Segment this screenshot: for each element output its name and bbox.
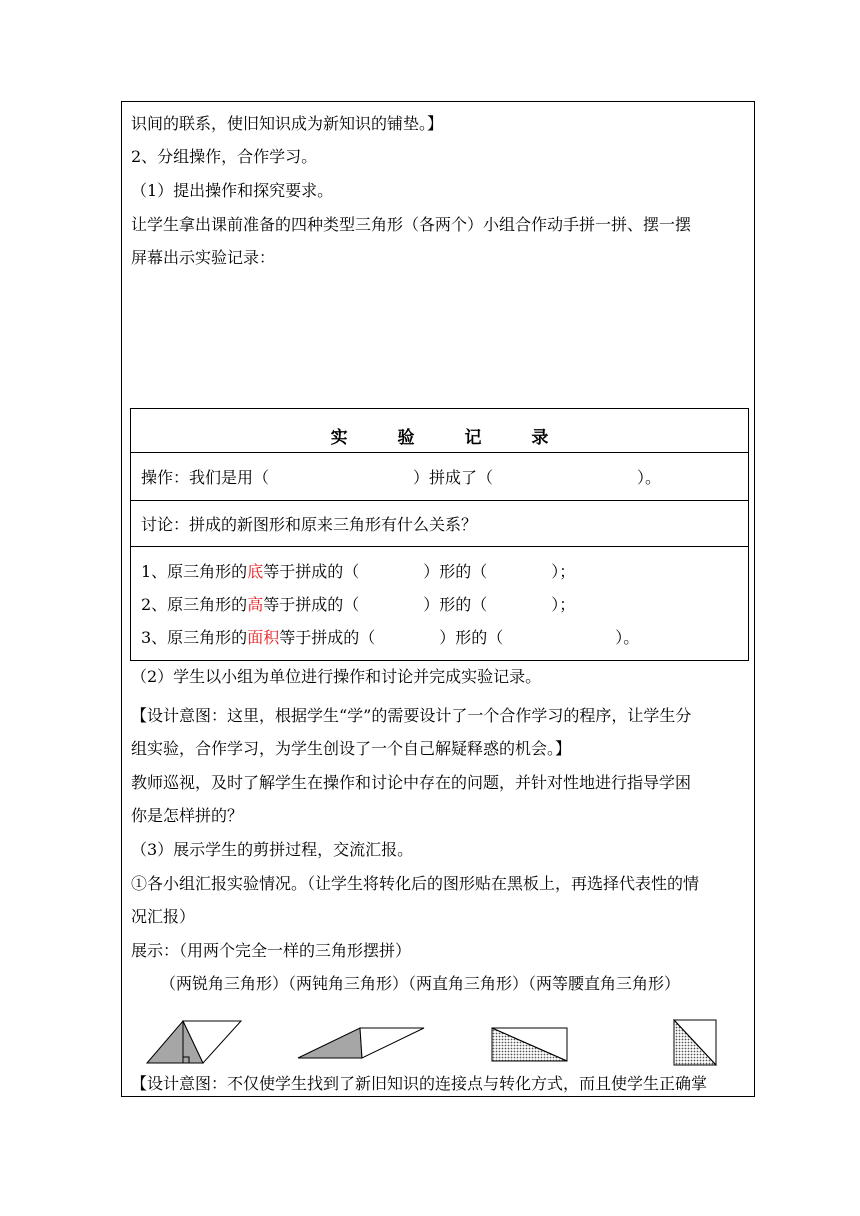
paragraph: 屏幕出示实验记录： <box>131 248 276 267</box>
design-intent: 【设计意图：这里，根据学生“学”的需要设计了一个合作学习的程序，让学生分 <box>131 706 692 725</box>
paragraph: 识间的联系，使旧知识成为新知识的铺垫。】 <box>131 114 444 133</box>
section-heading: 2、分组操作，合作学习。 <box>131 147 318 166</box>
operation-row: 操作：我们是用（ ）拼成了（ ）。 <box>141 468 662 487</box>
keyword-height: 高 <box>247 595 264 614</box>
keyword-area: 面积 <box>247 628 280 647</box>
paragraph: 让学生拿出课前准备的四种类型三角形（各两个）小组合作动手拼一拼、摆一摆 <box>131 215 692 234</box>
design-intent: 组实验，合作学习，为学生创设了一个自己解疑释惑的机会。】 <box>131 739 572 758</box>
relation-item-2: 2、原三角形的高等于拼成的（ ）形的（ ）； <box>141 595 576 614</box>
paragraph: 你是怎样拼的？ <box>131 806 244 825</box>
acute-triangles-parallelogram-icon <box>147 1021 241 1063</box>
figure-captions: （两锐角三角形）（两钝角三角形）（两直角三角形）（两等腰直角三角形） <box>160 974 681 993</box>
paragraph: 展示：（用两个完全一样的三角形摆拼） <box>131 941 412 960</box>
relation-item-3: 3、原三角形的面积等于拼成的（ ）形的（ ）。 <box>141 628 640 647</box>
paragraph: （2）学生以小组为单位进行操作和讨论并完成实验记录。 <box>131 667 542 686</box>
relation-item-1: 1、原三角形的底等于拼成的（ ）形的（ ）； <box>141 562 576 581</box>
keyword-base: 底 <box>247 562 264 581</box>
discussion-row: 讨论：拼成的新图形和原来三角形有什么关系？ <box>141 515 478 534</box>
paragraph: 况汇报） <box>131 907 196 926</box>
right-triangles-rectangle-icon <box>492 1028 567 1061</box>
paragraph: ①各小组汇报实验情况。（让学生将转化后的图形贴在黑板上，再选择代表性的情 <box>131 874 700 893</box>
subsection-heading: （1）提出操作和探究要求。 <box>131 181 334 200</box>
subsection-heading: （3）展示学生的剪拼过程，交流汇报。 <box>131 840 414 859</box>
paragraph: 教师巡视，及时了解学生在操作和讨论中存在的问题，并针对性地进行指导学困 <box>131 773 692 792</box>
isosceles-right-triangles-square-icon <box>674 1020 716 1065</box>
obtuse-triangles-parallelogram-icon <box>298 1028 424 1058</box>
design-intent: 【设计意图：不仅使学生找到了新旧知识的连接点与转化方式，而且使学生正确掌 <box>131 1074 708 1093</box>
table-title: 实 验 记 录 <box>330 428 571 448</box>
